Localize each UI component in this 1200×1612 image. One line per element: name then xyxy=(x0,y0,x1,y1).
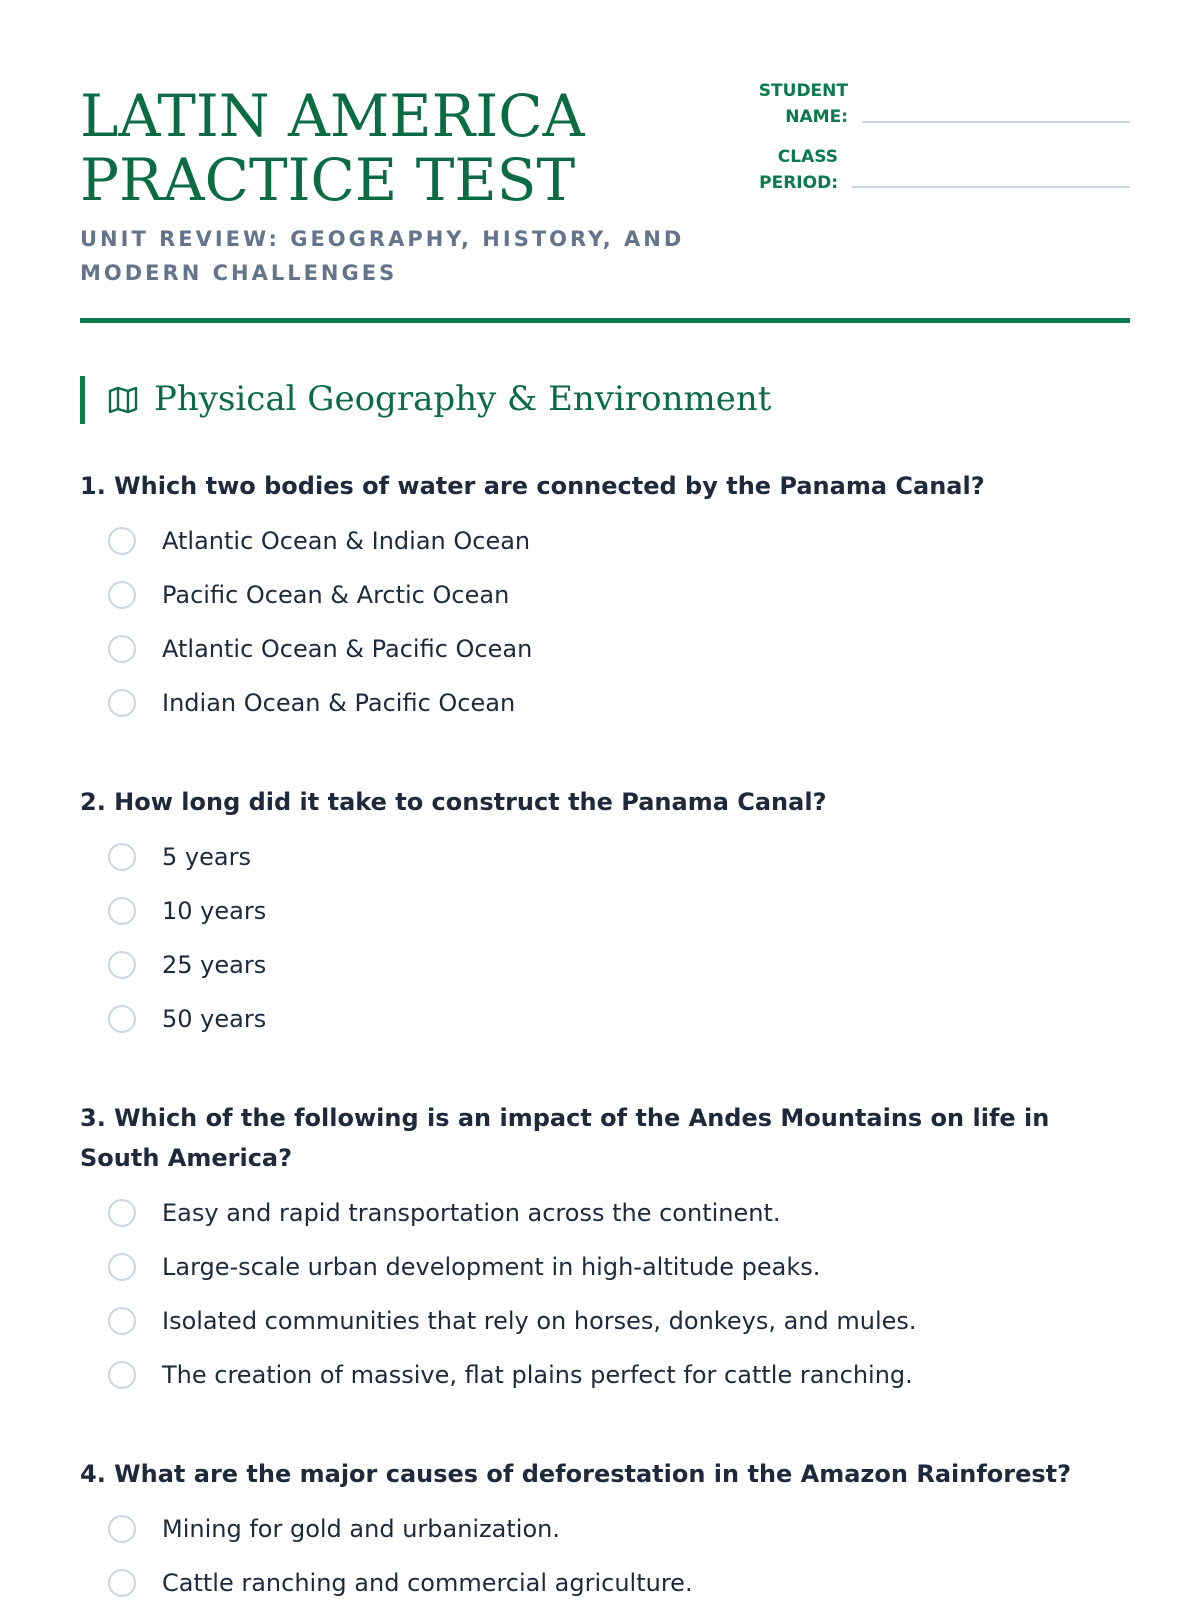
answer-option[interactable] xyxy=(80,886,1130,940)
class-period-label-line-2: PERIOD: xyxy=(759,173,838,193)
answer-option[interactable] xyxy=(80,940,1130,994)
question-2 xyxy=(80,782,1130,1048)
option-label: Mining for gold and urbanization. xyxy=(162,1515,560,1543)
option-label: Pacific Ocean & Arctic Ocean xyxy=(162,581,510,609)
radio-button[interactable] xyxy=(108,1361,136,1389)
answer-option[interactable] xyxy=(80,624,1130,678)
answer-options xyxy=(80,516,1130,732)
answer-option[interactable] xyxy=(80,1296,1130,1350)
question-text: 1. Which two bodies of water are connected by the Panama Canal? xyxy=(80,472,985,500)
radio-button[interactable] xyxy=(108,1307,136,1335)
option-label: Isolated communities that rely on horses, donkeys, and mules. xyxy=(162,1307,917,1335)
student-name-label xyxy=(759,78,848,130)
answer-option[interactable] xyxy=(80,570,1130,624)
student-name-label-line-2: NAME: xyxy=(785,107,848,127)
answer-option[interactable] xyxy=(80,1188,1130,1242)
title-line-1: LATIN AMERICA xyxy=(80,82,585,150)
class-period-label-line-1: CLASS xyxy=(777,147,838,167)
radio-button[interactable] xyxy=(108,1005,136,1033)
answer-option[interactable] xyxy=(80,1350,1130,1404)
answer-option[interactable] xyxy=(80,1504,1130,1558)
radio-button[interactable] xyxy=(108,951,136,979)
radio-button[interactable] xyxy=(108,843,136,871)
radio-button[interactable] xyxy=(108,635,136,663)
answer-options xyxy=(80,1188,1130,1404)
page-subtitle: UNIT REVIEW: GEOGRAPHY, HISTORY, AND MODERN CHALLENGES xyxy=(80,227,685,285)
class-period-label xyxy=(759,144,838,196)
question-1 xyxy=(80,466,1130,732)
class-period-field[interactable] xyxy=(740,144,1130,200)
answer-option[interactable] xyxy=(80,1558,1130,1612)
question-3 xyxy=(80,1098,1130,1404)
section-heading xyxy=(80,374,1130,424)
option-label: Atlantic Ocean & Indian Ocean xyxy=(162,527,531,555)
header xyxy=(80,80,1130,320)
question-4 xyxy=(80,1454,1130,1612)
student-name-label-line-1: STUDENT xyxy=(758,81,848,101)
class-period-input-line[interactable] xyxy=(852,186,1130,188)
title-line-2: PRACTICE TEST xyxy=(80,146,576,214)
question-text: 4. What are the major causes of deforestation in the Amazon Rainforest? xyxy=(80,1460,1072,1488)
option-label: Cattle ranching and commercial agriculture. xyxy=(162,1569,693,1597)
radio-button[interactable] xyxy=(108,689,136,717)
answer-option[interactable] xyxy=(80,1242,1130,1296)
option-label: Large-scale urban development in high-altitude peaks. xyxy=(162,1253,821,1281)
radio-button[interactable] xyxy=(108,897,136,925)
radio-button[interactable] xyxy=(108,1569,136,1597)
header-divider xyxy=(80,318,1130,323)
radio-button[interactable] xyxy=(108,527,136,555)
answer-option[interactable] xyxy=(80,678,1130,732)
student-name-field[interactable] xyxy=(740,80,1130,136)
student-name-input-line[interactable] xyxy=(862,121,1130,123)
option-label: 50 years xyxy=(162,1005,267,1033)
option-label: Indian Ocean & Pacific Ocean xyxy=(162,689,516,717)
option-label: 25 years xyxy=(162,951,267,979)
option-label: 10 years xyxy=(162,897,267,925)
option-label: The creation of massive, flat plains perfect for cattle ranching. xyxy=(162,1361,913,1389)
section-title: Physical Geography & Environment xyxy=(154,379,772,419)
worksheet-page xyxy=(80,0,1130,1600)
option-label: 5 years xyxy=(162,843,251,871)
answer-option[interactable] xyxy=(80,994,1130,1048)
section-accent-bar xyxy=(80,376,85,424)
radio-button[interactable] xyxy=(108,1199,136,1227)
question-text: 2. How long did it take to construct the Panama Canal? xyxy=(80,788,827,816)
option-label: Easy and rapid transportation across the continent. xyxy=(162,1199,781,1227)
radio-button[interactable] xyxy=(108,1253,136,1281)
radio-button[interactable] xyxy=(108,1515,136,1543)
question-text: 3. Which of the following is an impact of the Andes Mountains on life in South America? xyxy=(80,1104,1050,1172)
radio-button[interactable] xyxy=(108,581,136,609)
answer-option[interactable] xyxy=(80,516,1130,570)
map-icon xyxy=(108,386,138,414)
answer-options xyxy=(80,1504,1130,1612)
page-title xyxy=(80,84,584,212)
answer-options xyxy=(80,832,1130,1048)
option-label: Atlantic Ocean & Pacific Ocean xyxy=(162,635,533,663)
answer-option[interactable] xyxy=(80,832,1130,886)
